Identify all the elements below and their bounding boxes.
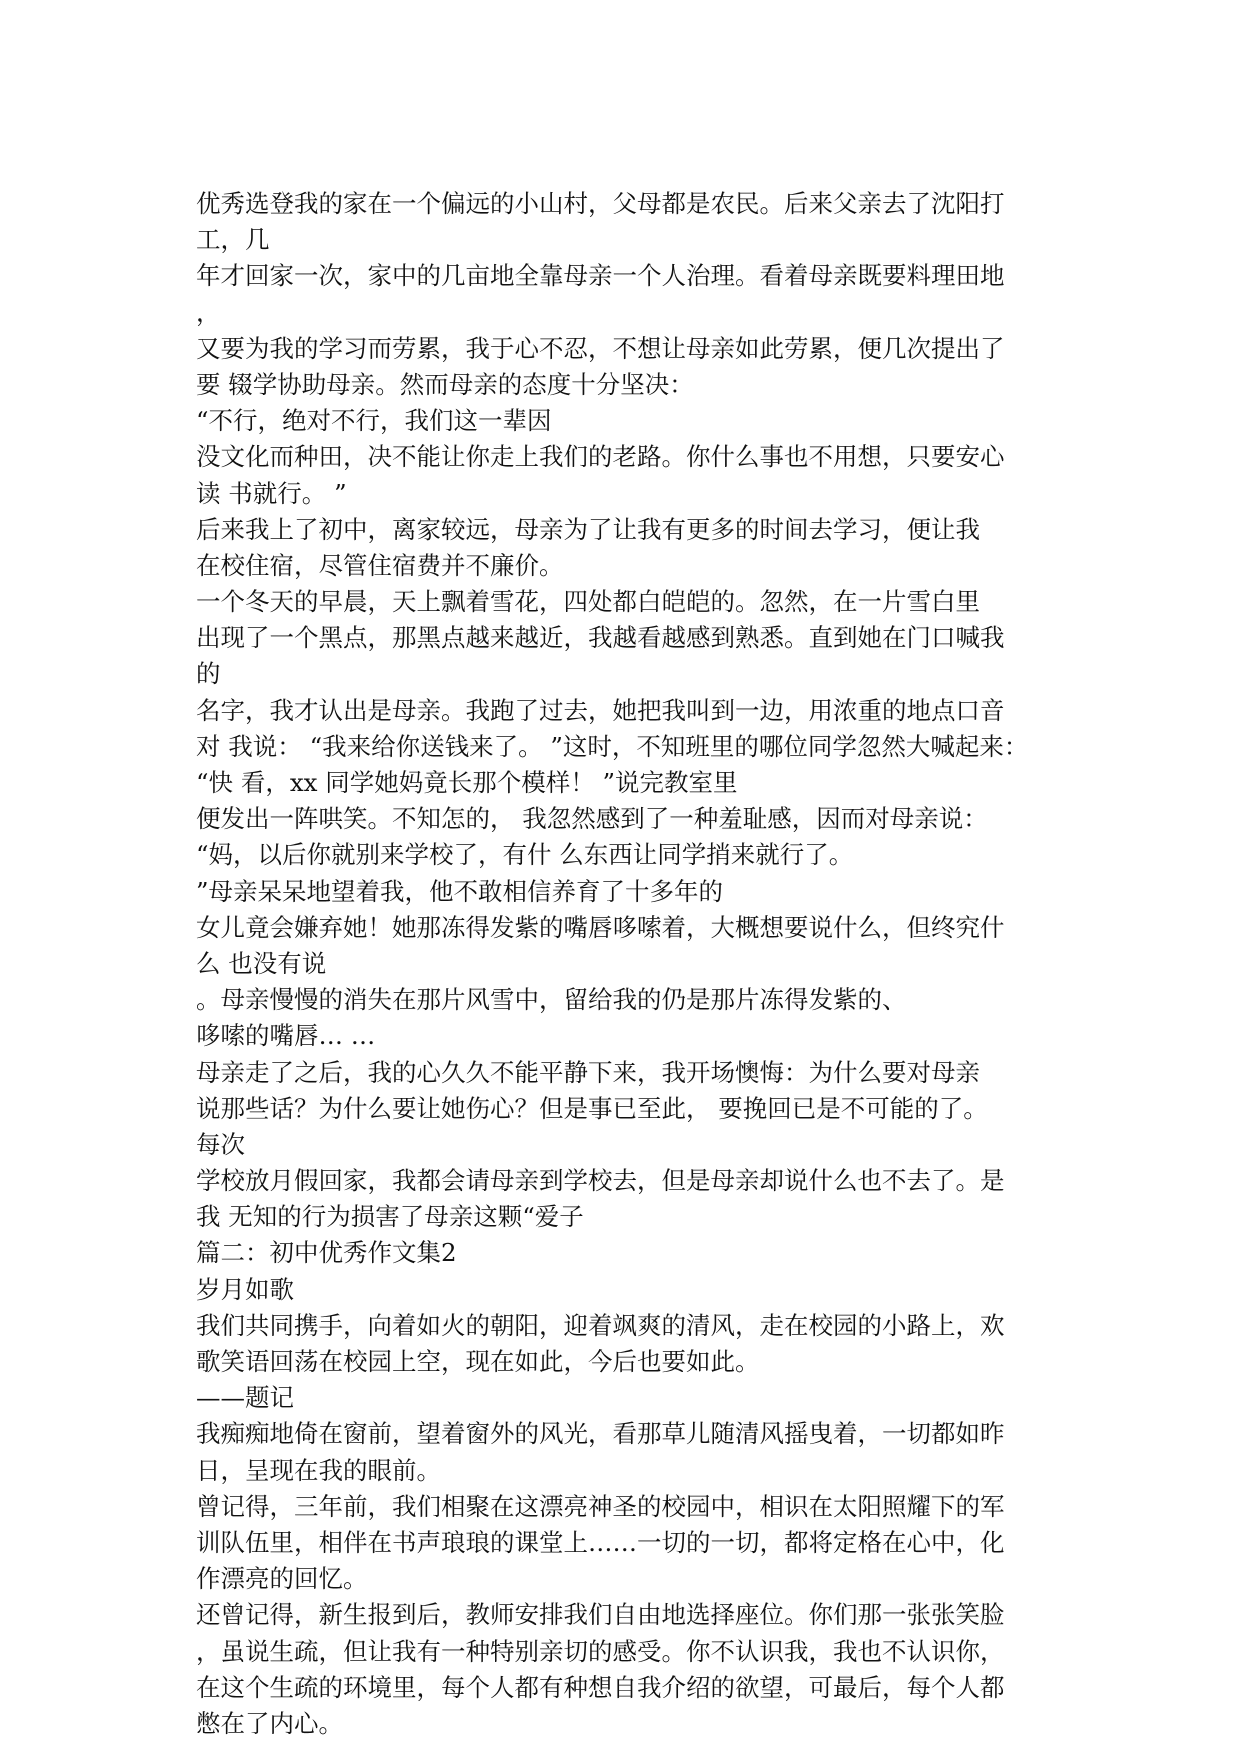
text-line: 训队伍里，相伴在书声琅琅的课堂上……一切的一切，都将定格在心中，化: [196, 1527, 1005, 1557]
text-line: 女儿竟会嫌弃她！她那冻得发紫的嘴唇哆嗦着，大概想要说什么，但终究什: [196, 912, 1005, 942]
text-line: 。母亲慢慢的消失在那片风雪中，留给我的仍是那片冻得发紫的、: [196, 985, 907, 1015]
text-line: 一个冬天的早晨，天上飘着雪花，四处都白皑皑的。忽然，在一片雪白里: [196, 587, 980, 617]
text-line: 哆嗦的嘴唇… …: [196, 1021, 376, 1051]
text-line: ”母亲呆呆地望着我，他不敢相信养育了十多年的: [196, 876, 724, 906]
text-line: 憋在了内心。: [196, 1708, 343, 1738]
text-line: ，: [196, 297, 221, 327]
text-line: 便发出一阵哄笑。不知怎的， 我忽然感到了一种羞耻感，因而对母亲说：: [196, 804, 988, 834]
text-line: 在这个生疏的环境里，每个人都有种想自我介绍的欲望，可最后，每个人都: [196, 1672, 1005, 1702]
text-line: 名字，我才认出是母亲。我跑了过去，她把我叫到一边，用浓重的地点口音: [196, 695, 1005, 725]
text-line: 对 我说： “我来给你送钱来了。 ”这时，不知班里的哪位同学忽然大喊起来：: [196, 731, 1029, 761]
text-line: 后来我上了初中，离家较远，母亲为了让我有更多的时间去学习，便让我: [196, 514, 980, 544]
text-line: 工，几: [196, 225, 270, 255]
text-line: 篇二：初中优秀作文集2: [196, 1238, 457, 1268]
text-line: 日，呈现在我的眼前。: [196, 1455, 441, 1485]
text-line: 作漂亮的回忆。: [196, 1564, 368, 1594]
text-line: 学校放月假回家，我都会请母亲到学校去，但是母亲却说什么也不去了。是: [196, 1166, 1005, 1196]
text-line: 年才回家一次，家中的几亩地全靠母亲一个人治理。看着母亲既要料理田地: [196, 261, 1005, 291]
text-line: 我痴痴地倚在窗前，望着窗外的风光，看那草儿随清风摇曳着，一切都如昨: [196, 1419, 1005, 1449]
text-line: 歌笑语回荡在校园上空，现在如此，今后也要如此。: [196, 1347, 760, 1376]
text-line: “不行，绝对不行，我们这一辈因: [196, 406, 552, 436]
text-line: 在校住宿，尽管住宿费并不廉价。: [196, 550, 564, 580]
text-line: 又要为我的学习而劳累，我于心不忍，不想让母亲如此劳累，便几次提出了: [196, 333, 1005, 363]
text-line: ，虽说生疏，但让我有一种特别亲切的感受。你不认识我，我也不认识你，: [196, 1636, 1005, 1666]
text-line: 每次: [196, 1129, 245, 1159]
text-line: “妈，以后你就别来学校了，有什 么东西让同学捎来就行了。: [196, 840, 854, 870]
text-line: 出现了一个黑点，那黑点越来越近，我越看越感到熟悉。直到她在门口喊我: [196, 623, 1005, 653]
document-body: [196, 186, 1036, 1742]
text-line: 优秀选登我的家在一个偏远的小山村，父母都是农民。后来父亲去了沈阳打: [196, 189, 1005, 218]
text-line: 么 也没有说: [196, 948, 327, 978]
text-line: 读 书就行。 ”: [196, 478, 347, 508]
text-line: 曾记得，三年前，我们相聚在这漂亮神圣的校园中，相识在太阳照耀下的军: [196, 1491, 1005, 1521]
text-line: 的: [196, 659, 221, 689]
text-line: ——题记: [196, 1383, 294, 1413]
text-line: 说那些话？为什么要让她伤心？但是事已至此， 要挽回已是不可能的了。: [196, 1093, 988, 1123]
text-line: “快 看，xx 同学她妈竟长那个模样！ ”说完教室里: [196, 768, 738, 797]
text-line: 母亲走了之后，我的心久久不能平静下来，我开场懊悔：为什么要对母亲: [196, 1057, 980, 1087]
text-line: 我 无知的行为损害了母亲这颗“爱子: [196, 1202, 584, 1232]
text-line: 要 辍学协助母亲。然而母亲的态度十分坚决：: [196, 369, 694, 399]
text-line: 没文化而种田，决不能让你走上我们的老路。你什么事也不用想，只要安心: [196, 442, 1005, 472]
text-line: 还曾记得，新生报到后，教师安排我们自由地选择座位。你们那一张张笑脸: [196, 1600, 1005, 1630]
text-line: 我们共同携手，向着如火的朝阳，迎着飒爽的清风，走在校园的小路上，欢: [196, 1310, 1005, 1340]
text-line: 岁月如歌: [196, 1274, 294, 1304]
